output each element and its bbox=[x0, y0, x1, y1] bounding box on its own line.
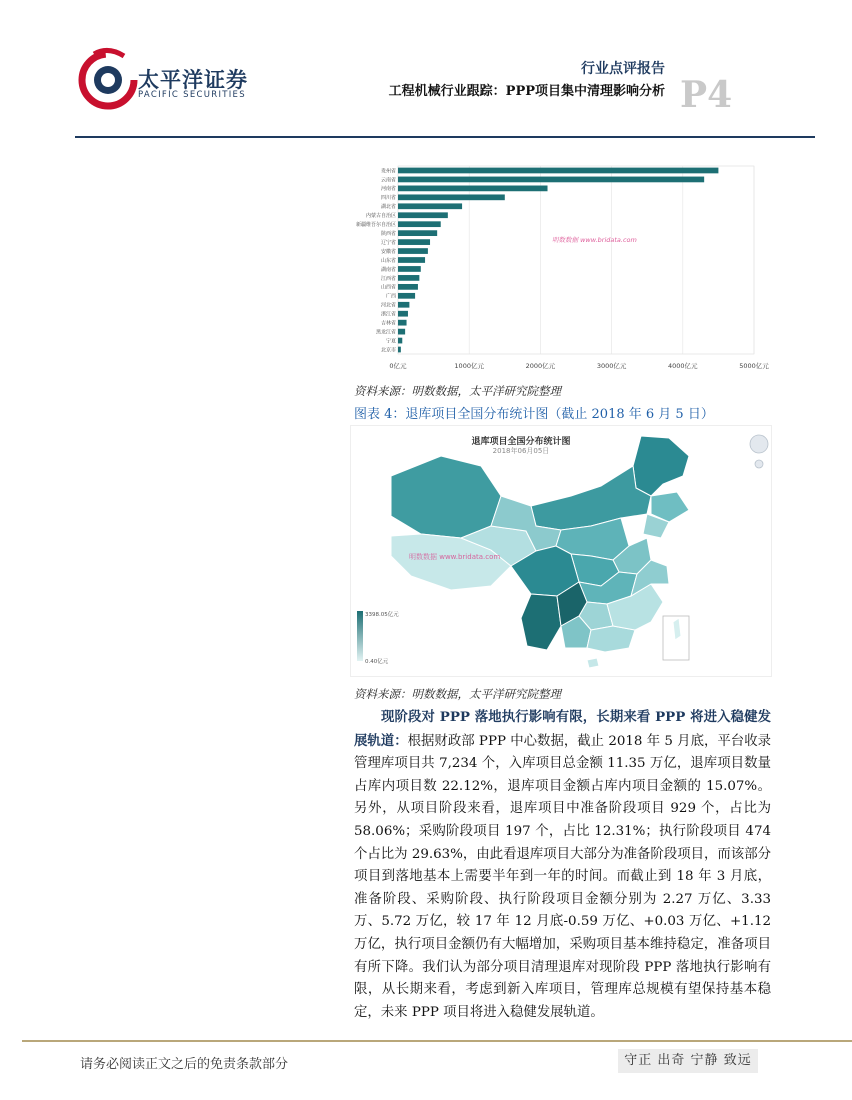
chart-bar bbox=[398, 186, 548, 192]
china-map-figure bbox=[350, 425, 772, 677]
chart-category-label: 河南省 bbox=[380, 186, 396, 193]
chart-bar bbox=[398, 293, 415, 299]
chart-category-label: 安徽省 bbox=[380, 248, 396, 255]
chart-x-tick-label: 4000亿元 bbox=[668, 362, 698, 370]
report-title: 工程机械行业跟踪：PPP项目集中清理影响分析 bbox=[388, 84, 665, 99]
chart-category-label: 黑龙江省 bbox=[375, 329, 396, 336]
footer-motto: 守正 出奇 宁静 致远 bbox=[618, 1049, 758, 1073]
chart-category-label: 内蒙古自治区 bbox=[365, 213, 396, 220]
footer-disclaimer: 请务必阅读正文之后的免责条款部分 bbox=[80, 1057, 289, 1072]
legend-low-label: 0.40亿元 bbox=[365, 659, 389, 665]
chart-bar bbox=[398, 338, 402, 344]
chart-x-tick-label: 2000亿元 bbox=[525, 362, 556, 370]
chart-category-label: 北京市 bbox=[380, 347, 396, 354]
chart-category-label: 陕西省 bbox=[380, 231, 396, 238]
chart-category-label: 浙江省 bbox=[380, 311, 396, 318]
company-name-en: PACIFIC SECURITIES bbox=[138, 90, 246, 100]
chart-category-label: 四川省 bbox=[380, 195, 396, 202]
chart-x-tick-label: 0亿元 bbox=[389, 362, 407, 370]
chart-bar bbox=[398, 239, 430, 245]
figure4-caption: 图表 4：退库项目全国分布统计图（截止 2018 年 6 月 5 日） bbox=[354, 407, 714, 422]
map-title: 退库项目全国分布统计图 bbox=[471, 437, 571, 447]
chart-category-label: 山西省 bbox=[380, 284, 396, 291]
chart-category-label: 湖南省 bbox=[380, 266, 396, 273]
body-text: 根据财政部 PPP 中心数据，截止 2018 年 5 月底，平台收录管理库项目共 7,234 个，入库项目总金额 11.35 万亿，退库项目数量占库内项目数 22.12%，退库项目金额占库内项目金额的 15.07%。另外，从项目阶段来看，退库项目中准备阶段项目 929 个，占比为 58.06%；采购阶段项目 197 个，占比 12.31%；执行阶段项目 474 个占比为 29.63%，由此看退库项目大部分为准备阶段项目，而该部分项目到落地基本上需要半年到一年的时间。而截止到 18 年 3 月底，准备阶段、采购阶段、执行阶段项目金额分别为 2.27 万亿、3.33 万、5.72 万亿，较 17 年 12 月底-0.59 万亿、+0.03 万亿、+1.12 万亿，执行项目金额仍有大幅增加，采购项目基本维持稳定，准备项目有所下降。我们认为部分项目清理退库对现阶段 PPP 落地执行影响有限，从长期来看，考虑到新入库项目，管理库总规模有望保持基本稳定，未来 PPP 项目将进入稳健发展轨道。 bbox=[354, 733, 771, 1020]
body-lead-bold: 现阶段对 PPP 落地执行影响有限，长期来看 PPP 将进入稳健发展轨道： bbox=[354, 709, 771, 749]
china-map-icon bbox=[351, 426, 771, 676]
chart-category-label: 吉林省 bbox=[380, 320, 396, 327]
chart-bar bbox=[398, 248, 428, 254]
report-type: 行业点评报告 bbox=[581, 61, 665, 77]
chart-bar bbox=[398, 302, 409, 308]
body-paragraph bbox=[354, 706, 771, 1024]
chart-plot-frame bbox=[398, 166, 754, 354]
chart-category-label: 湖北省 bbox=[380, 204, 396, 211]
legend-high-label: 3398.05亿元 bbox=[365, 612, 399, 618]
chart-bar bbox=[398, 221, 441, 227]
chart-bar bbox=[398, 320, 407, 326]
company-name-cn: 太平洋证券 bbox=[138, 68, 248, 92]
chart-bar bbox=[398, 284, 418, 290]
chart-bar bbox=[398, 230, 437, 236]
chart-x-tick-label: 1000亿元 bbox=[454, 362, 484, 370]
chart-category-label: 新疆维吾尔自治区 bbox=[355, 222, 396, 229]
figure-source-1: 资料来源：明数数据，太平洋研究院整理 bbox=[354, 384, 561, 398]
chart-bar bbox=[398, 177, 704, 183]
chart-bar bbox=[398, 194, 505, 200]
chart-bar bbox=[398, 212, 448, 218]
chart-category-label: 宁夏 bbox=[385, 338, 396, 345]
chart-bar bbox=[398, 168, 718, 174]
bar-chart bbox=[352, 158, 769, 378]
chart-watermark: 明数数据 www.bridata.com bbox=[552, 236, 637, 244]
chart-category-label: 河北省 bbox=[380, 302, 396, 309]
footer-rule bbox=[22, 1040, 852, 1042]
chart-x-tick-label: 5000亿元 bbox=[739, 362, 769, 370]
bar-chart-svg bbox=[352, 158, 769, 378]
chart-bar bbox=[398, 347, 401, 353]
chart-bar bbox=[398, 329, 405, 335]
pacific-securities-logo-icon bbox=[80, 44, 136, 114]
map-watermark: 明数数据 www.bridata.com bbox=[409, 553, 501, 561]
chart-bar bbox=[398, 257, 425, 263]
company-logo bbox=[80, 44, 260, 116]
chart-x-tick-label: 3000亿元 bbox=[596, 362, 627, 370]
figure-source-2: 资料来源：明数数据，太平洋研究院整理 bbox=[354, 687, 561, 701]
chart-category-label: 广西 bbox=[385, 293, 396, 300]
chart-category-label: 云南省 bbox=[380, 177, 396, 184]
chart-category-label: 辽宁省 bbox=[380, 239, 396, 246]
chart-category-label: 江西省 bbox=[380, 275, 396, 282]
chart-bar bbox=[398, 203, 462, 209]
chart-bar bbox=[398, 311, 408, 317]
chart-category-label: 山东省 bbox=[380, 257, 396, 264]
page-label: P4 bbox=[680, 74, 733, 116]
chart-bar bbox=[398, 275, 419, 281]
map-subtitle: 2018年06月05日 bbox=[492, 447, 550, 455]
chart-bar bbox=[398, 266, 421, 272]
header-rule bbox=[75, 136, 815, 138]
chart-category-label: 贵州省 bbox=[380, 168, 396, 175]
